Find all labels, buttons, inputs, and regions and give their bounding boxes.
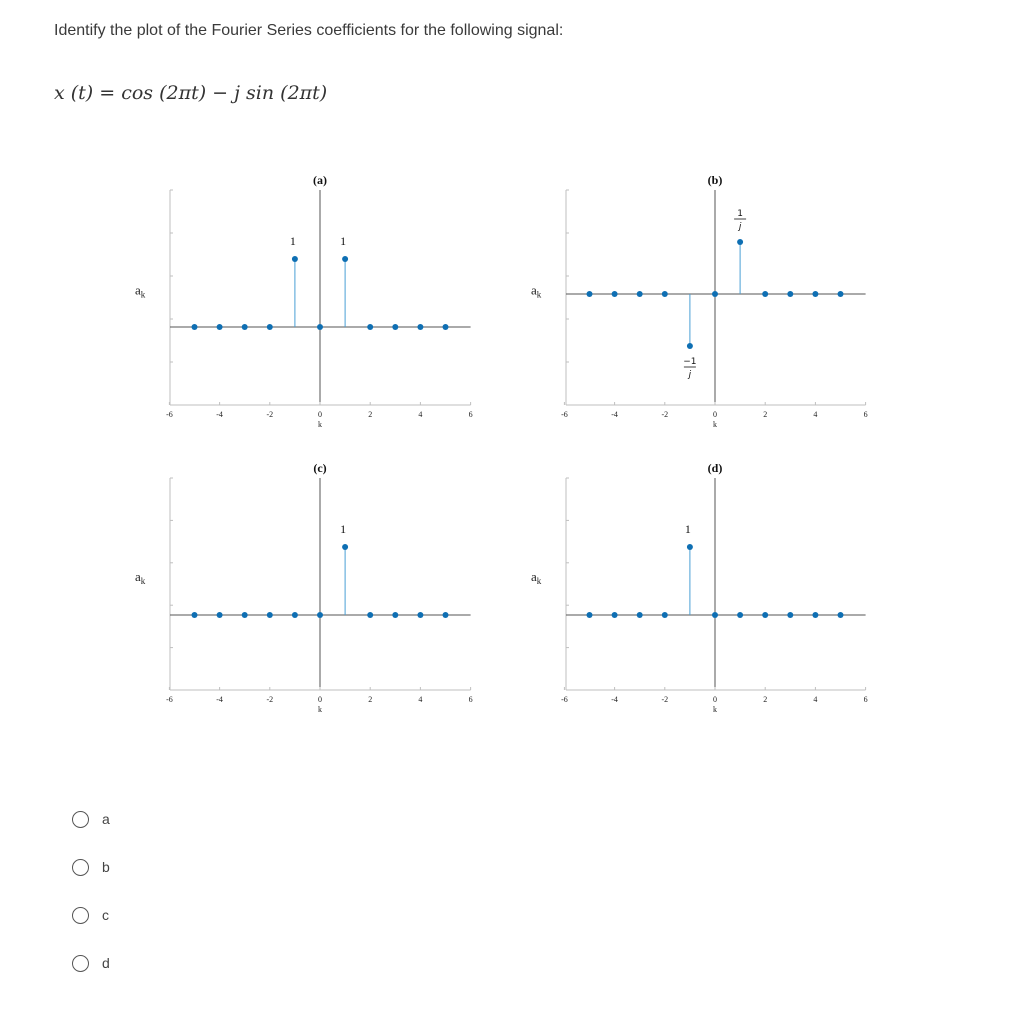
value-label-denominator: j: [688, 370, 692, 380]
stem-marker: [267, 324, 273, 330]
x-tick-label: 4: [813, 410, 818, 419]
x-axis-label: k: [713, 420, 717, 429]
stem-marker: [587, 291, 593, 297]
x-axis-label: k: [318, 705, 322, 714]
option-c-label: c: [102, 907, 109, 923]
stem-marker: [687, 544, 693, 550]
value-label-numerator: −1: [683, 357, 697, 367]
stem-marker: [612, 612, 618, 618]
stem-marker: [367, 324, 373, 330]
stem-marker: [443, 612, 449, 618]
x-tick-label: -6: [166, 410, 173, 419]
x-tick-label: -2: [266, 410, 274, 419]
signal-equation: x (t) = cos (2πt) − j sin (2πt): [54, 82, 328, 104]
value-label: 1: [340, 234, 347, 248]
value-label: 1: [340, 522, 347, 536]
x-tick-label: -6: [561, 410, 568, 419]
radio-button-d[interactable]: [72, 955, 89, 972]
plot-a: [135, 173, 473, 429]
x-tick-label: -4: [216, 695, 223, 704]
stem-marker: [838, 291, 844, 297]
stem-marker: [712, 291, 718, 297]
x-tick-label: 6: [468, 410, 473, 419]
x-tick-label: -2: [266, 695, 274, 704]
stem-marker: [317, 612, 323, 618]
x-tick-label: 4: [813, 695, 818, 704]
answer-options: [72, 795, 110, 987]
stem-marker: [342, 256, 348, 262]
stem-marker: [267, 612, 273, 618]
x-tick-label: 4: [418, 410, 423, 419]
option-d-label: d: [102, 955, 110, 971]
stem-marker: [192, 324, 198, 330]
stem-marker: [637, 612, 643, 618]
x-tick-label: 0: [318, 410, 322, 419]
stem-marker: [662, 612, 668, 618]
value-label-numerator: 1: [737, 209, 743, 219]
value-label: 1: [289, 234, 296, 248]
option-c[interactable]: [72, 891, 110, 939]
radio-button-c[interactable]: [72, 907, 89, 924]
y-axis-label: $a_k$: [135, 569, 146, 586]
y-axis-label: $a_k$: [531, 569, 542, 586]
x-tick-label: 0: [713, 695, 717, 704]
x-tick-label: 4: [418, 695, 423, 704]
stem-marker: [242, 612, 248, 618]
stem-marker: [787, 612, 793, 618]
option-a[interactable]: [72, 795, 110, 843]
stem-marker: [637, 291, 643, 297]
stem-marker: [787, 291, 793, 297]
stem-marker: [443, 324, 449, 330]
plot-title: (c): [313, 461, 327, 475]
y-axis-label: $a_k$: [135, 282, 146, 300]
value-label: 1: [684, 522, 691, 536]
stem-marker: [662, 291, 668, 297]
x-axis-label: k: [713, 705, 717, 714]
stem-marker: [242, 324, 248, 330]
stem-marker: [392, 324, 398, 330]
stem-marker: [217, 612, 223, 618]
option-a-label: a: [102, 811, 110, 827]
x-tick-label: 2: [763, 410, 768, 419]
stem-marker: [737, 612, 743, 618]
x-tick-label: -6: [166, 695, 173, 704]
plot-title: (b): [707, 173, 723, 187]
option-b-label: b: [102, 859, 110, 875]
stem-marker: [417, 612, 423, 618]
stem-marker: [687, 343, 693, 349]
option-d[interactable]: [72, 939, 110, 987]
stem-marker: [812, 612, 818, 618]
x-tick-label: 2: [368, 410, 373, 419]
x-tick-label: 2: [368, 695, 373, 704]
plot-c: [135, 461, 473, 714]
x-tick-label: -4: [611, 695, 618, 704]
x-tick-label: 6: [863, 695, 868, 704]
stem-marker: [612, 291, 618, 297]
stem-marker: [292, 256, 298, 262]
x-tick-label: 2: [763, 695, 768, 704]
question-text: Identify the plot of the Fourier Series coefficients for the following signal:: [54, 22, 564, 39]
stem-marker: [367, 612, 373, 618]
stem-marker: [587, 612, 593, 618]
x-tick-label: -4: [611, 410, 618, 419]
y-axis-label: $a_k$: [531, 282, 542, 300]
plot-title: (a): [313, 173, 327, 187]
x-tick-label: 6: [468, 695, 473, 704]
plot-b: [531, 173, 868, 429]
x-tick-label: 6: [863, 410, 868, 419]
x-tick-label: -4: [216, 410, 223, 419]
plot-title: (d): [707, 461, 723, 475]
stem-marker: [292, 612, 298, 618]
x-tick-label: -2: [661, 695, 669, 704]
x-tick-label: 0: [713, 410, 717, 419]
stem-marker: [417, 324, 423, 330]
radio-button-b[interactable]: [72, 859, 89, 876]
x-tick-label: 0: [318, 695, 322, 704]
stem-marker: [712, 612, 718, 618]
stem-marker: [317, 324, 323, 330]
stem-marker: [762, 291, 768, 297]
stem-marker: [217, 324, 223, 330]
stem-marker: [392, 612, 398, 618]
plot-d: [531, 461, 868, 714]
stem-marker: [812, 291, 818, 297]
stem-marker: [192, 612, 198, 618]
x-tick-label: -2: [661, 410, 669, 419]
value-label-denominator: j: [738, 222, 742, 232]
stem-marker: [342, 544, 348, 550]
x-tick-label: -6: [561, 695, 568, 704]
option-b[interactable]: [72, 843, 110, 891]
stem-marker: [762, 612, 768, 618]
radio-button-a[interactable]: [72, 811, 89, 828]
x-axis-label: k: [318, 420, 322, 429]
stem-marker: [838, 612, 844, 618]
stem-marker: [737, 239, 743, 245]
